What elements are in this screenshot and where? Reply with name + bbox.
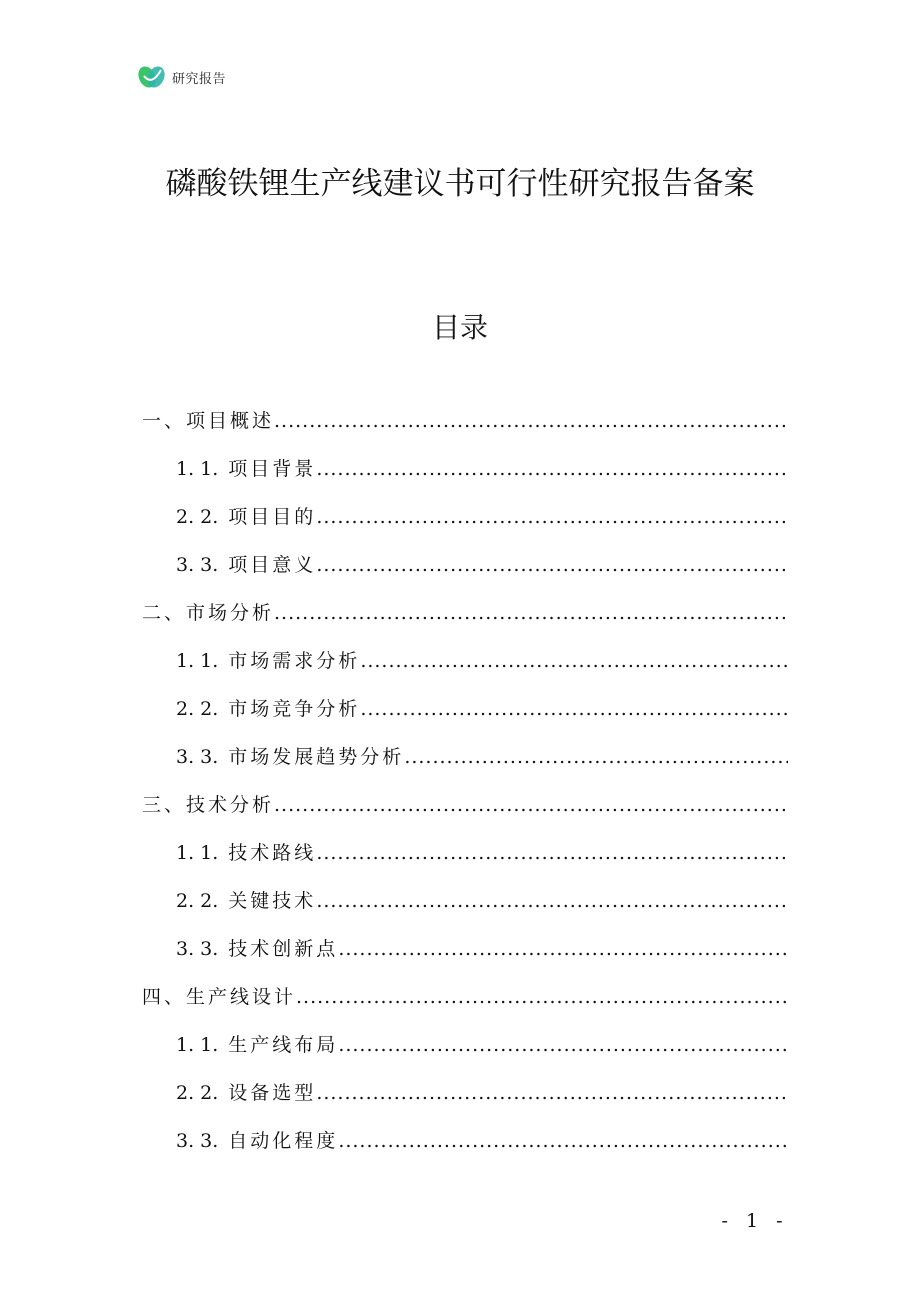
toc-entry-label: 三、技术分析 (142, 794, 275, 816)
toc-entry-number: 2. 2. (176, 698, 219, 720)
toc-dot-leader (274, 589, 788, 637)
toc-dot-leader (338, 1117, 788, 1165)
toc-entry-label: 市场竞争分析 (228, 698, 361, 720)
toc-entry[interactable] (142, 877, 788, 925)
toc-entry-label: 关键技术 (228, 890, 317, 912)
toc-entry-number: 2. 2. (176, 1082, 219, 1104)
toc-dot-leader (360, 685, 788, 733)
header-label: 研究报告 (172, 71, 227, 87)
toc-dot-leader (316, 877, 788, 925)
toc-entry-label: 技术路线 (228, 842, 317, 864)
toc-entry[interactable] (142, 637, 788, 685)
toc-entry-label: 一、项目概述 (142, 410, 275, 432)
toc-entry-label: 二、市场分析 (142, 602, 275, 624)
toc-entry[interactable] (142, 733, 788, 781)
toc-dot-leader (338, 1021, 788, 1069)
toc-heading: 目录 (431, 311, 488, 344)
toc-dot-leader (338, 925, 788, 973)
page-number: - 1 - (721, 1210, 789, 1232)
toc-entry-label: 项目意义 (228, 554, 317, 576)
toc-entry-number: 3. 3. (176, 554, 219, 576)
toc-entry[interactable] (142, 1021, 788, 1069)
toc-entry-number: 1. 1. (176, 650, 219, 672)
toc-entry-number: 2. 2. (176, 506, 219, 528)
toc-entry-number: 3. 3. (176, 1130, 219, 1152)
toc-entry-number: 1. 1. (176, 1034, 219, 1056)
toc-entry-label: 项目目的 (228, 506, 317, 528)
toc-entry[interactable] (142, 445, 788, 493)
toc-entry-number: 3. 3. (176, 746, 219, 768)
toc-dot-leader (274, 781, 788, 829)
toc-dot-leader (316, 493, 788, 541)
page-header (138, 64, 226, 90)
toc-entry[interactable] (142, 973, 788, 1021)
toc-entry[interactable] (142, 493, 788, 541)
toc-entry-number: 3. 3. (176, 938, 219, 960)
toc-entry-label: 生产线布局 (228, 1034, 339, 1056)
toc-entry[interactable] (142, 1117, 788, 1165)
toc-entry[interactable] (142, 1069, 788, 1117)
toc-entry-label: 四、生产线设计 (142, 986, 297, 1008)
green-leaf-logo-icon (138, 64, 166, 90)
toc-dot-leader (316, 541, 788, 589)
toc-dot-leader (316, 1069, 788, 1117)
toc-entry[interactable] (142, 829, 788, 877)
toc-entry-number: 1. 1. (176, 842, 219, 864)
toc-dot-leader (316, 445, 788, 493)
toc-entry-label: 项目背景 (228, 458, 317, 480)
toc-entry[interactable] (142, 925, 788, 973)
toc-dot-leader (316, 829, 788, 877)
toc-entry-number: 1. 1. (176, 458, 219, 480)
table-of-contents (142, 397, 788, 1165)
toc-entry[interactable] (142, 397, 788, 445)
toc-entry-label: 自动化程度 (228, 1130, 339, 1152)
toc-entry[interactable] (142, 685, 788, 733)
toc-entry-label: 设备选型 (228, 1082, 317, 1104)
toc-entry[interactable] (142, 781, 788, 829)
toc-entry-label: 市场需求分析 (228, 650, 361, 672)
toc-dot-leader (360, 637, 788, 685)
toc-entry-label: 市场发展趋势分析 (228, 746, 405, 768)
document-title: 磷酸铁锂生产线建议书可行性研究报告备案 (165, 166, 755, 202)
toc-dot-leader (274, 397, 788, 445)
toc-entry-label: 技术创新点 (228, 938, 339, 960)
toc-dot-leader (404, 733, 788, 781)
toc-entry-number: 2. 2. (176, 890, 219, 912)
toc-entry[interactable] (142, 541, 788, 589)
toc-dot-leader (296, 973, 788, 1021)
toc-entry[interactable] (142, 589, 788, 637)
